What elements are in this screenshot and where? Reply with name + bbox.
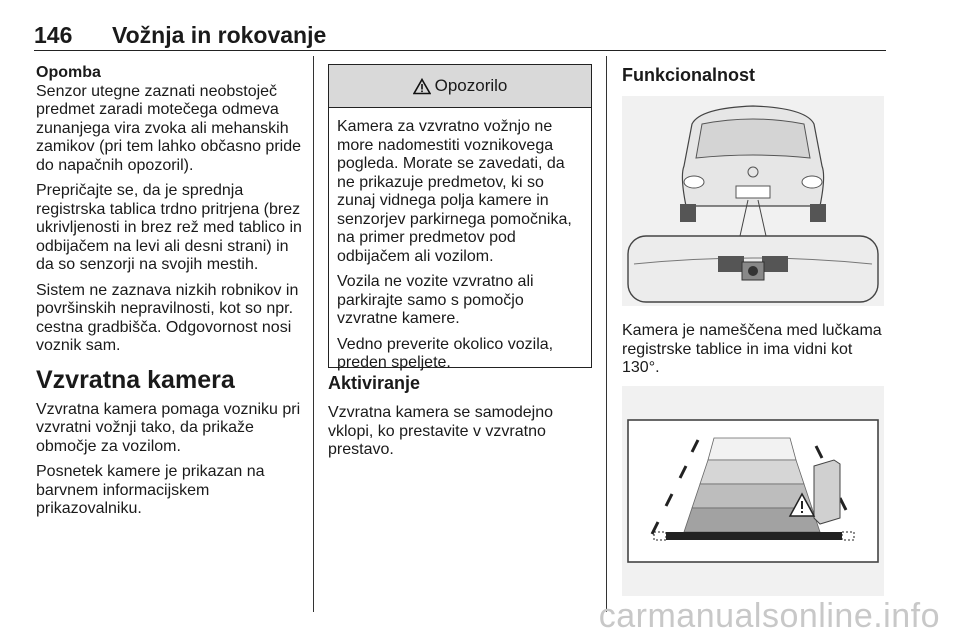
camera-display-illustration (622, 386, 884, 596)
activation-text: Vzvratna kamera se samodejno vklopi, ko prestavite v vzvratno prestavo. (328, 404, 553, 458)
warning-paragraph: Vedno preverite okolico vozila, preden speljete. (337, 335, 554, 371)
page-header (34, 22, 886, 51)
warning-title: Opozorilo (434, 76, 508, 95)
column-divider-left (313, 56, 314, 612)
activation-section (328, 372, 594, 467)
note-paragraph: Senzor utegne zaznati neobstoječ predmet zaradi motečega odmeva zunanjega vira zvoka ali mehanskih zamikov (pri tem lahko občasno pride do napačnih opozoril). (36, 82, 302, 174)
caption-text: Kamera je nameščena med lučkama registrske tablice in ima vidni kot 130°. (622, 322, 882, 376)
section-paragraph: Vzvratna kamera pomaga vozniku pri vzvratni vožnji tako, da prikaže območje za vozilom. (36, 400, 301, 455)
watermark: carmanualsonline.info (598, 597, 940, 635)
rear-camera-location-illustration (622, 96, 884, 306)
section-paragraph: Posnetek kamere je prikazan na barvnem informacijskem prikazovalniku. (36, 463, 265, 517)
note-paragraph: Sistem ne zaznava nizkih robnikov in površinskih nepravilnosti, kot so npr. cestna gradbišča. Odgovornost nosi voznik sam. (36, 281, 299, 354)
warning-header (329, 65, 591, 108)
left-column (36, 64, 302, 526)
warning-body (329, 108, 591, 373)
warning-paragraph: Vozila ne vozite vzvratno ali parkirajte samo s pomočjo vzvratne kamere. (337, 273, 534, 327)
functionality-title: Funkcionalnost (622, 65, 756, 85)
activation-title: Aktiviranje (328, 373, 421, 393)
column-divider-right (606, 56, 607, 612)
right-column (622, 64, 888, 96)
camera-caption (622, 322, 892, 385)
note-paragraph: Prepričajte se, da je sprednja registrska tablica trdno pritrjena (brez ukrivljenosti in brez rež med tablico in odbijačem na levi ali desni strani) in da so senzorji na svojih mestih. (36, 182, 302, 273)
note-title: Opomba (36, 64, 101, 81)
page-number: 146 (34, 22, 73, 48)
warning-box (328, 64, 592, 371)
section-title: Vzvratna kamera (36, 365, 235, 394)
chapter-title: Vožnja in rokovanje (112, 22, 327, 48)
warning-paragraph: Kamera za vzvratno vožnjo ne more nadomestiti voznikovega pogleda. Morate se zavedati, da ne prikazuje predmetov, ki so zunaj vidnega polja kamere in senzorjev parkirnega pomočnika, na primer predmetov pod odbijačem ali vozilom. (337, 118, 572, 265)
warning-triangle-icon (413, 78, 431, 95)
